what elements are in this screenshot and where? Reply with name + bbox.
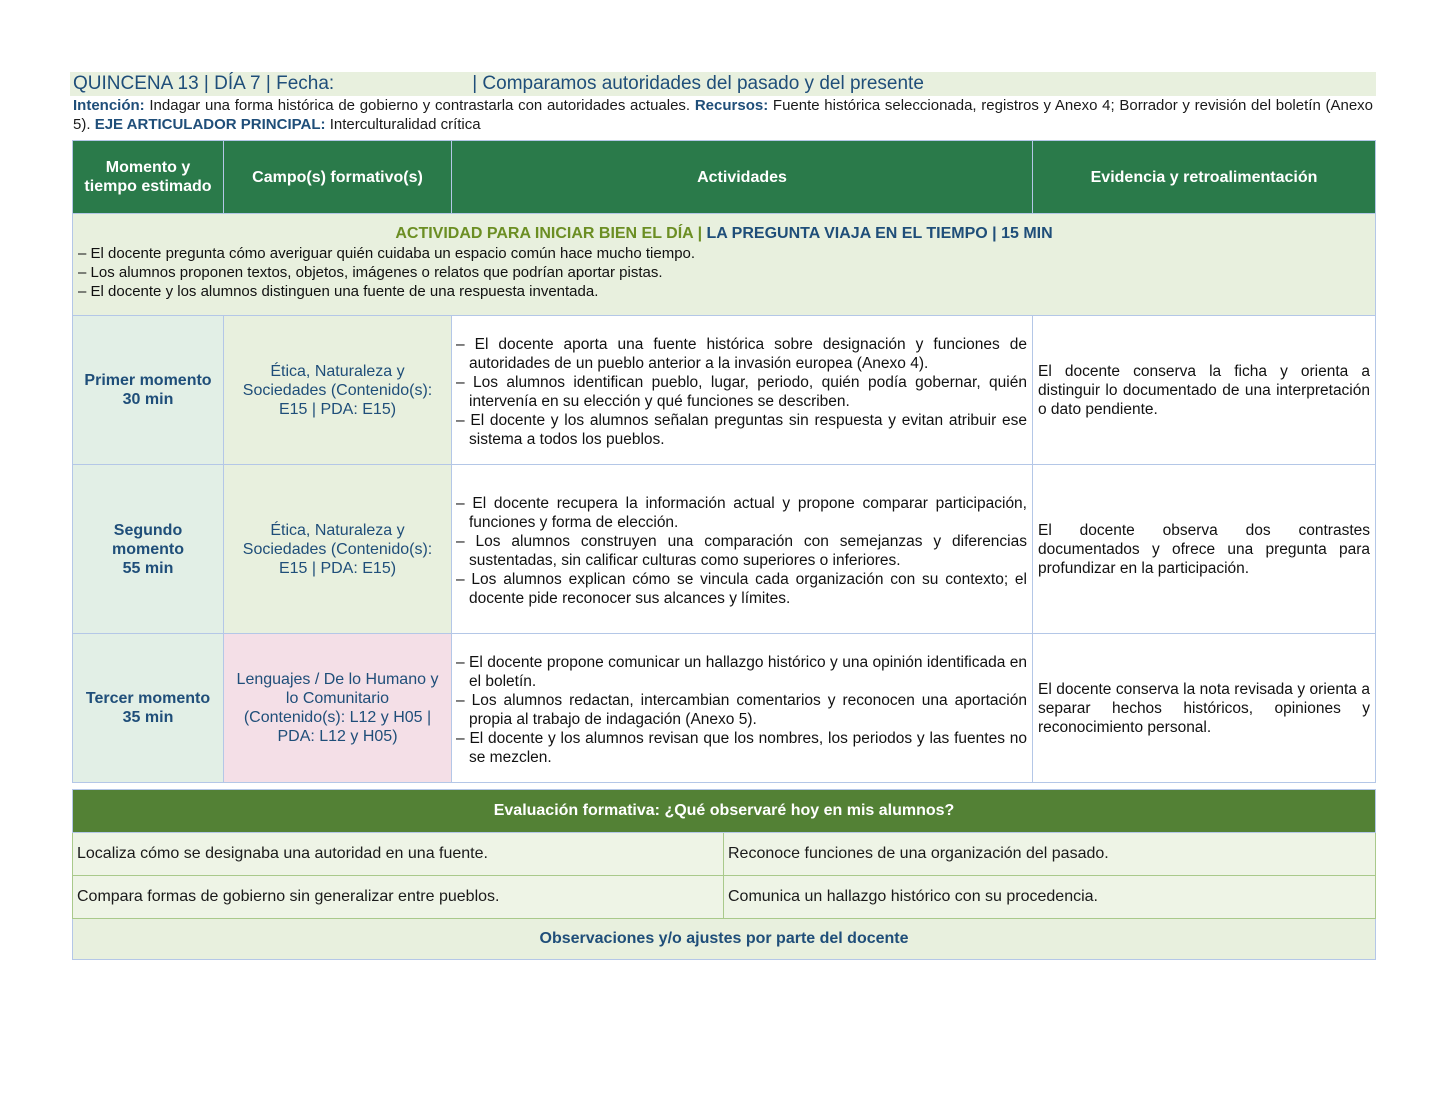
lesson-plan-page (70, 72, 1376, 960)
observations-label: Observaciones y/o ajustes por parte del docente (73, 919, 1376, 960)
evaluation-item: Reconoce funciones de una organización del pasado. (724, 833, 1376, 876)
activities-cell (452, 316, 1033, 465)
column-header-evidence: Evidencia y retroalimentación (1033, 141, 1376, 214)
list-item: – Los alumnos explican cómo se vincula cada organización con su contexto; el docente pide reconocer sus alcances y límites. (456, 570, 1027, 608)
column-header-campo: Campo(s) formativo(s) (224, 141, 452, 214)
moment-label: Segundo momento (112, 521, 184, 558)
list-item: – El docente y los alumnos distinguen una fuente de una respuesta inventada. (78, 282, 1370, 301)
moment-time: 30 min (122, 391, 174, 408)
eje-label: EJE ARTICULADOR PRINCIPAL: (94, 116, 326, 133)
activities-list (456, 494, 1027, 608)
table-row (73, 634, 1376, 783)
list-item: – El docente y los alumnos revisan que los nombres, los periodos y las fuentes no se mezclen. (456, 729, 1027, 767)
start-activity-title-green: ACTIVIDAD PARA INICIAR BIEN EL DÍA | (395, 225, 703, 242)
list-item: – El docente recupera la información actual y propone comparar participación, funciones y forma de elección. (456, 494, 1027, 532)
evaluation-title: Evaluación formativa: ¿Qué observaré hoy en mis alumnos? (73, 790, 1376, 833)
evaluation-table (72, 789, 1376, 960)
title-left: QUINCENA 13 | DÍA 7 | Fecha: (73, 73, 335, 94)
campo-cell: Lenguajes / De lo Humano y lo Comunitario (Contenido(s): L12 y H05 | PDA: L12 y H05) (224, 634, 452, 783)
moment-label: Tercer momento (85, 690, 211, 707)
intencion-label: Intención: (73, 97, 145, 114)
table-row (73, 316, 1376, 465)
observations-row (73, 919, 1376, 960)
activities-cell (452, 634, 1033, 783)
table-row (73, 465, 1376, 634)
table-row (73, 876, 1376, 919)
table-header-row (73, 141, 1376, 214)
activities-list (456, 653, 1027, 767)
start-activity-row (73, 214, 1376, 316)
moment-cell (73, 634, 224, 783)
intencion-text: Indagar una forma histórica de gobierno y contrastarla con autoridades actuales. (149, 97, 691, 114)
list-item: – Los alumnos construyen una comparación con semejanzas y diferencias sustentadas, sin calificar culturas como superiores o inferiores. (456, 532, 1027, 570)
moment-cell (73, 465, 224, 634)
intro-paragraph (70, 96, 1376, 134)
evaluation-item: Compara formas de gobierno sin generalizar entre pueblos. (73, 876, 724, 919)
moment-time: 35 min (122, 709, 174, 726)
evaluation-header-row (73, 790, 1376, 833)
evaluation-item: Comunica un hallazgo histórico con su procedencia. (724, 876, 1376, 919)
start-activity-title (78, 224, 1370, 243)
evidence-cell: El docente conserva la nota revisada y orienta a separar hechos históricos, opiniones y reconocimiento personal. (1033, 634, 1376, 783)
list-item: – Los alumnos proponen textos, objetos, imágenes o relatos que podrían aportar pistas. (78, 263, 1370, 282)
start-activity-cell (73, 214, 1376, 316)
activities-table (72, 140, 1376, 783)
evaluation-item: Localiza cómo se designaba una autoridad en una fuente. (73, 833, 724, 876)
campo-cell: Ética, Naturaleza y Sociedades (Contenido(s): E15 | PDA: E15) (224, 316, 452, 465)
moment-label: Primer momento (84, 372, 212, 389)
list-item: – Los alumnos identifican pueblo, lugar, periodo, quién podía gobernar, quién intervenía en su elección y qué funciones se describen. (456, 373, 1027, 411)
list-item: – El docente y los alumnos señalan preguntas sin respuesta y evitan atribuir ese sistema a todos los pueblos. (456, 411, 1027, 449)
activities-cell (452, 465, 1033, 634)
start-activity-list (78, 244, 1370, 301)
moment-time: 55 min (122, 559, 174, 577)
column-header-moment: Momento y tiempo estimado (73, 141, 224, 214)
activities-list (456, 335, 1027, 449)
evidence-cell: El docente observa dos contrastes documentados y ofrece una pregunta para profundizar en la participación. (1033, 465, 1376, 634)
title-right: | Comparamos autoridades del pasado y del presente (472, 73, 924, 94)
list-item: – El docente propone comunicar un hallazgo histórico y una opinión identificada en el boletín. (456, 653, 1027, 691)
column-header-activities: Actividades (452, 141, 1033, 214)
recursos-label: Recursos: (694, 97, 769, 114)
list-item: – Los alumnos redactan, intercambian comentarios y reconocen una aportación propia al trabajo de indagación (Anexo 5). (456, 691, 1027, 729)
recursos-text: Fuente histórica seleccionada, registros y Anexo 4; Borrador y revisión del boletín (Anexo 5). (73, 97, 1374, 133)
eje-text: Interculturalidad crítica (329, 116, 481, 133)
list-item: – El docente pregunta cómo averiguar quién cuidaba un espacio común hace mucho tiempo. (78, 244, 1370, 263)
moment-cell (73, 316, 224, 465)
campo-cell: Ética, Naturaleza y Sociedades (Contenido(s): E15 | PDA: E15) (224, 465, 452, 634)
page-title (70, 72, 1376, 96)
list-item: – El docente aporta una fuente histórica sobre designación y funciones de autoridades de un pueblo anterior a la invasión europea (Anexo 4). (456, 335, 1027, 373)
evidence-cell: El docente conserva la ficha y orienta a distinguir lo documentado de una interpretación o dato pendiente. (1033, 316, 1376, 465)
start-activity-title-blue: LA PREGUNTA VIAJA EN EL TIEMPO | 15 MIN (706, 225, 1053, 242)
table-row (73, 833, 1376, 876)
